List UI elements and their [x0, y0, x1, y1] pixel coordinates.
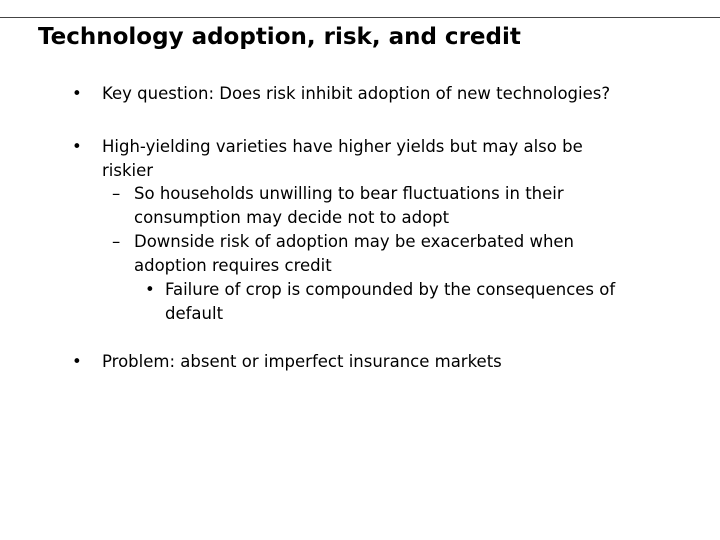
bullet-text: High-yielding varieties have higher yields but may also be: [102, 137, 583, 156]
dash-marker: –: [112, 232, 121, 251]
sub-bullet-text: consumption may decide not to adopt: [134, 208, 450, 227]
bullet-problem: [72, 350, 672, 374]
bullet-marker: •: [72, 137, 82, 156]
sub-bullet-text: Downside risk of adoption may be exacerbated when: [134, 232, 575, 251]
sub-bullet-downside-risk: [112, 230, 672, 278]
bullet-text: Problem: absent or imperfect insurance markets: [102, 352, 502, 371]
sub-sub-bullet-text: Failure of crop is compounded by the consequences of: [165, 280, 616, 299]
slide-title: Technology adoption, risk, and credit: [38, 24, 521, 50]
sub-bullet-households: [112, 182, 672, 230]
sub-sub-bullet-crop-failure: [145, 278, 685, 326]
bullet-text: riskier: [102, 161, 154, 180]
bullet-key-question: [72, 82, 672, 106]
bullet-marker: •: [145, 280, 155, 299]
bullet-text: Key question: Does risk inhibit adoption of new technologies?: [102, 84, 611, 103]
bullet-high-yielding: [72, 135, 672, 183]
dash-marker: –: [112, 184, 121, 203]
sub-sub-bullet-text: default: [165, 304, 224, 323]
bullet-marker: •: [72, 352, 82, 371]
sub-bullet-text: adoption requires credit: [134, 256, 332, 275]
bullet-marker: •: [72, 84, 82, 103]
sub-bullet-text: So households unwilling to bear fluctuations in their: [134, 184, 564, 203]
